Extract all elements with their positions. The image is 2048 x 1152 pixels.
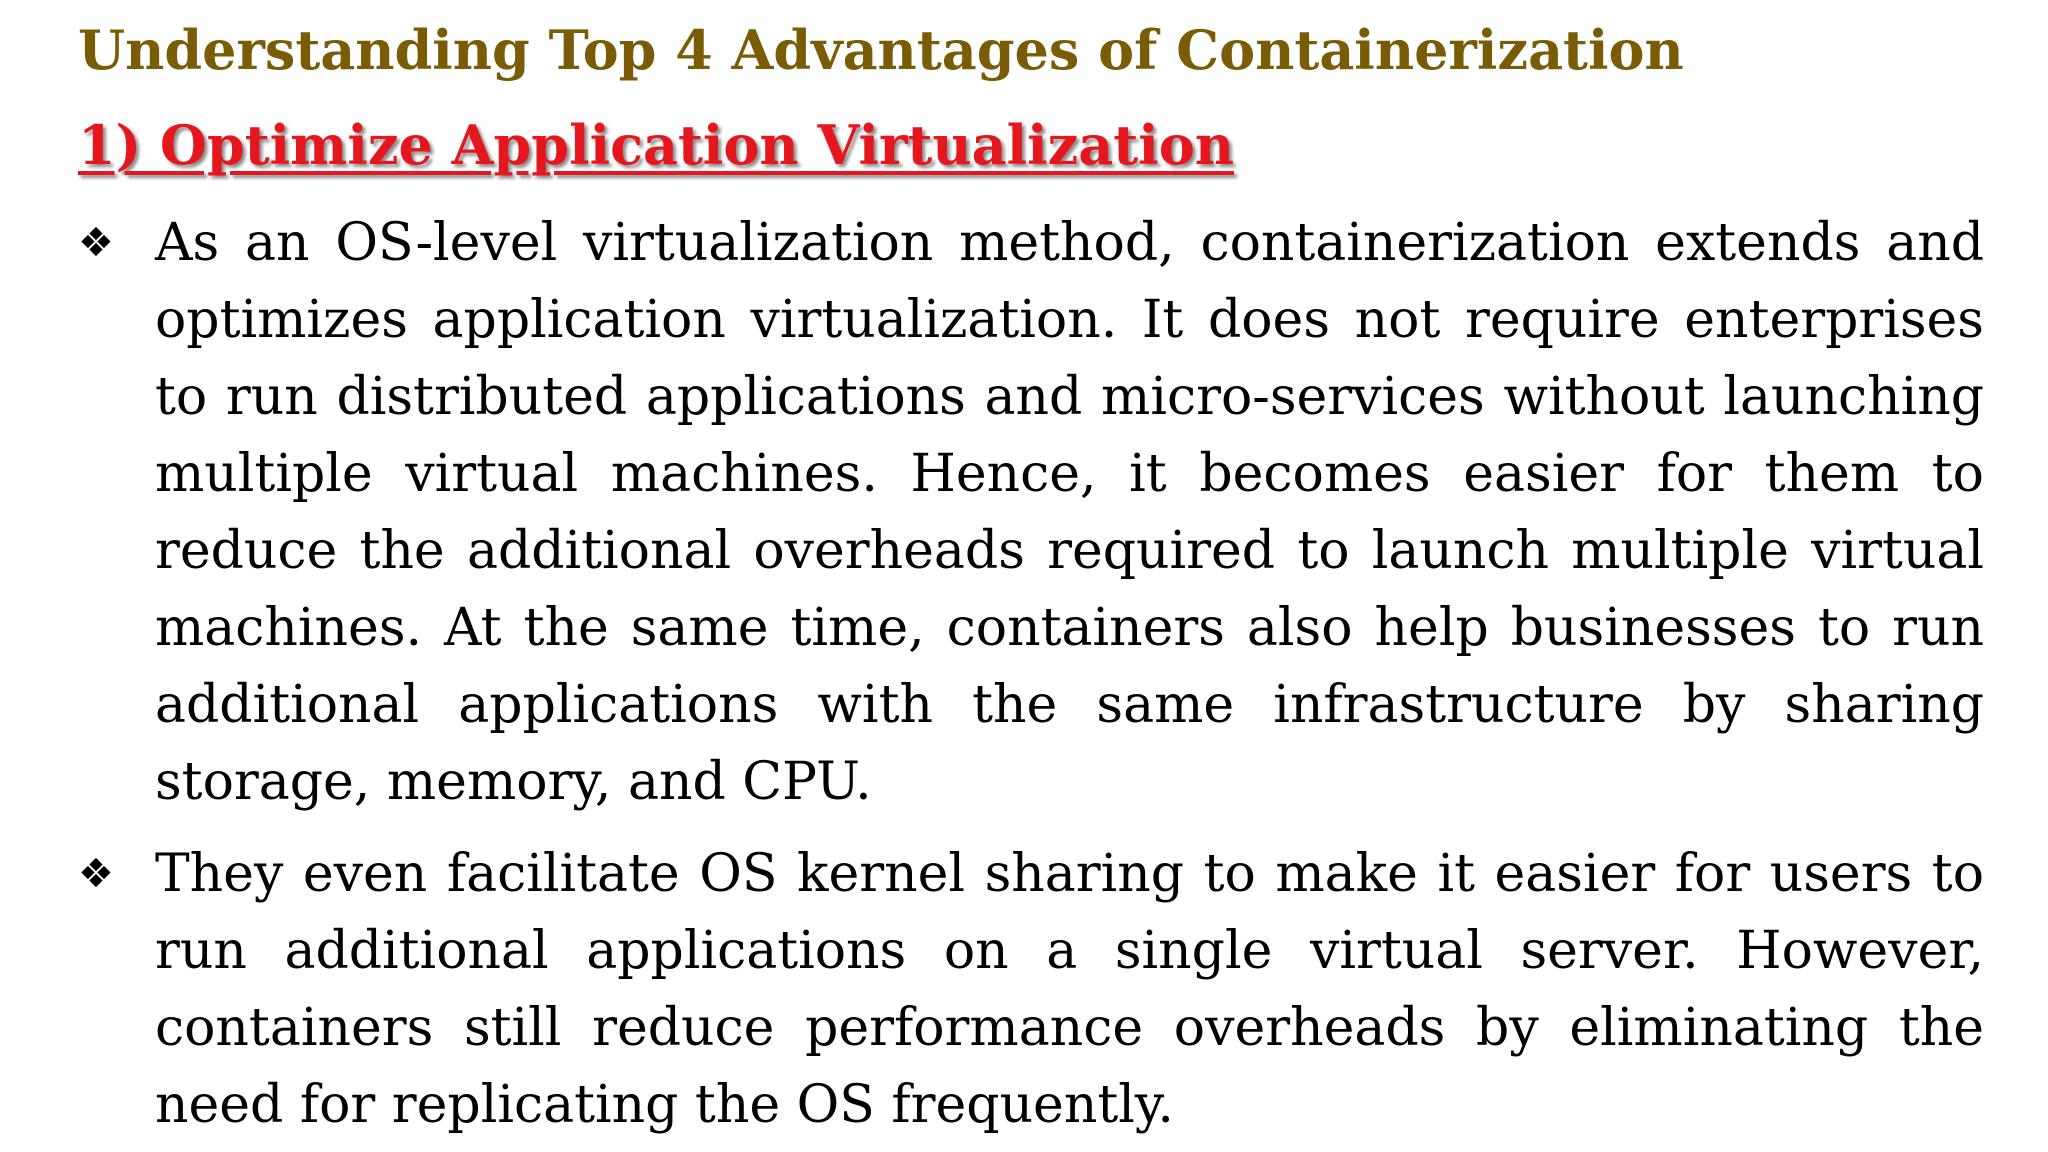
four-diamond-bullet-icon: ❖ <box>78 220 114 266</box>
bullet-list <box>78 205 1984 1144</box>
slide-title: Understanding Top 4 Advantages of Containerization <box>78 18 1684 82</box>
bullet-item <box>78 836 1984 1144</box>
four-diamond-bullet-icon: ❖ <box>78 851 114 897</box>
bullet-text: As an OS-level virtualization method, containerization extends and optimizes application virtualization. It does not require enterprises to run distributed applications and micro-services without launching multiple virtual machines. Hence, it becomes easier for them to reduce the additional overheads required to launch multiple virtual machines. At the same time, containers also help businesses to run additional applications with the same infrastructure by sharing storage, memory, and CPU. <box>155 213 1984 812</box>
section-heading: 1) Optimize Application Virtualization <box>78 113 1235 177</box>
bullet-text: They even facilitate OS kernel sharing to make it easier for users to run additional applications on a single virtual server. However, containers still reduce performance overheads by eliminating the need for replicating the OS frequently. <box>155 844 1984 1135</box>
bullet-item <box>78 205 1984 821</box>
